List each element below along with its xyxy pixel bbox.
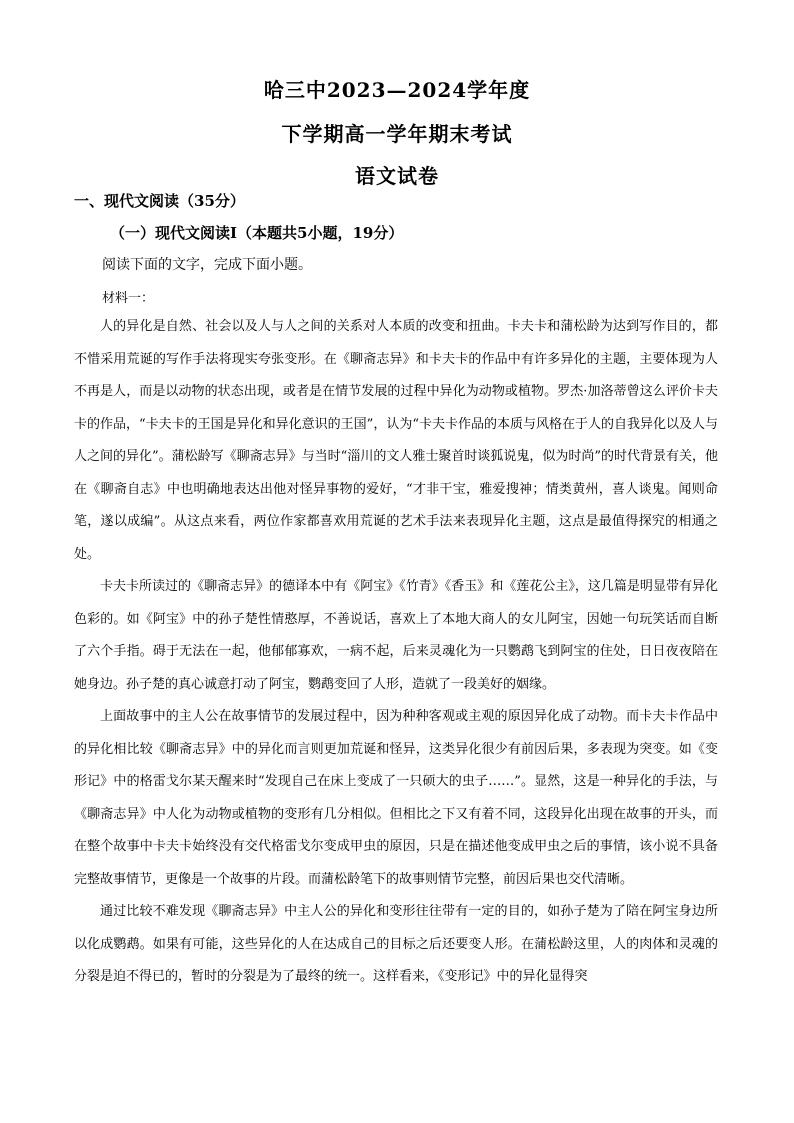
- passage-body: [74, 311, 718, 994]
- material-label: 材料一：: [102, 291, 155, 306]
- reading-instruction: 阅读下面的文字，完成下面小题。: [102, 257, 312, 273]
- school-year-title: 哈三中2023—2024学年度: [263, 78, 531, 102]
- passage-paragraph: 上面故事中的主人公在故事情节的发展过程中，因为种种客观或主观的原因异化成了动物。而卡夫卡作品中的异化相比较《聊斋志异》中的异化而言则更加荒诞和怪异，这类异化很少有前因后果，多表现为突变。如《变形记》中的格雷戈尔某天醒来时“发现自己在床上变成了一只硕大的虫子……”。显然，这是一种异化的手法，与《聊斋志异》中人化为动物或植物的变形有几分相似。但相比之下又有着不同，这段异化出现在故事的开头，而在整个故事中卡夫卡始终没有交代格雷戈尔变成甲虫的原因，只是在描述他变成甲虫之后的事情，该小说不具备完整故事情节，更像是一个故事的片段。而蒲松龄笔下的故事则情节完整，前因后果也交代清晰。: [74, 709, 718, 887]
- section-heading: 一、现代文阅读（35分）: [74, 192, 245, 210]
- passage-paragraph: 通过比较不难发现《聊斋志异》中主人公的异化和变形往往带有一定的目的，如孙子楚为了陪在阿宝身边所以化成鹦鹉。如果有可能，这些异化的人在达成自己的目标之后还要变人形。在蒲松龄这里，人的肉体和灵魂的分裂是迫不得已的，暂时的分裂是为了最终的统一。这样看来，《变形记》中的异化显得突: [74, 904, 718, 984]
- passage-paragraph: 人的异化是自然、社会以及人与人之间的关系对人本质的改变和扭曲。卡夫卡和蒲松龄为达到写作目的，都不惜采用荒诞的写作手法将现实夸张变形。在《聊斋志异》和卡夫卡的作品中有许多异化的主题，主要体现为人不再是人，而是以动物的状态出现，或者是在情节发展的过程中异化为动物或植物。罗杰·加洛蒂曾这么评价卡夫卡的作品，“卡夫卡的王国是异化和异化意识的王国”，认为“卡夫卡作品的本质与风格在于人的自我异化以及人与人之间的异化”。蒲松龄写《聊斋志异》与当时“淄川的文人雅士聚首时谈狐说鬼，似为时尚”的时代背景有关，他在《聊斋自志》中也明确地表达出他对怪异事物的爱好，“才非干宝，雅爱搜神；情类黄州，喜人谈鬼。闻则命笔，遂以成编”。从这点来看，两位作家都喜欢用荒诞的艺术手法来表现异化主题，这点是最值得探究的相通之处。: [74, 319, 718, 562]
- passage-paragraph: 卡夫卡所读过的《聊斋志异》的德译本中有《阿宝》《竹青》《香玉》和《莲花公主》，这几篇是明显带有异化色彩的。如《阿宝》中的孙子楚性情憨厚，不善说话，喜欢上了本地大商人的女儿阿宝，因她一句玩笑话而自断了六个手指。碍于无法在一起，他郁郁寡欢，一病不起，后来灵魂化为一只鹦鹉飞到阿宝的住处，日日夜夜陪在她身边。孙子楚的真心诚意打动了阿宝，鹦鹉变回了人形，造就了一段美好的姻缘。: [74, 579, 718, 692]
- subsection-heading: （一）现代文阅读Ⅰ（本题共5小题，19分）: [110, 224, 404, 242]
- exam-title: 下学期高一学年期末考试: [281, 122, 513, 146]
- subject-title: 语文试卷: [355, 164, 439, 188]
